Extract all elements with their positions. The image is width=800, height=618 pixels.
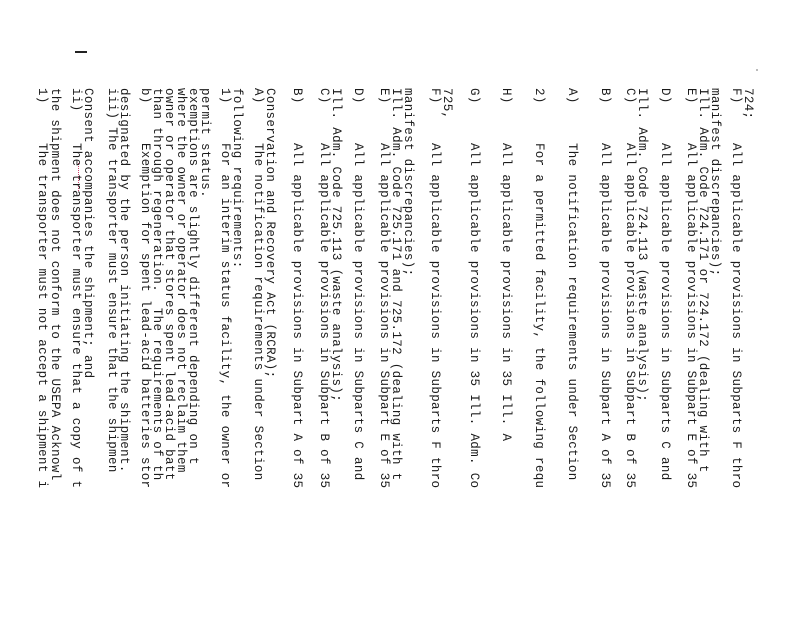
text-line: manifest discrepancies); <box>401 88 416 277</box>
text-line: B) All applicable provisions in Subpart A of 35 <box>597 88 612 489</box>
text-line: 1) The transporter must not accept a shipment i <box>35 88 50 489</box>
text-line: D) All applicable provisions in Subparts C and <box>657 88 672 481</box>
text-line: 1) For an interim status facility, the owner or <box>218 88 233 489</box>
text-line: Conservation and Recovery Act (RCRA); <box>262 88 277 379</box>
text-line: E) All applicable provisions in Subpart E of 35 <box>684 88 699 489</box>
text-line: H) All applicable provisions in 35 Ill. A <box>498 88 513 442</box>
text-line: iii) The transporter must ensure that the shipmen <box>104 88 119 473</box>
text-line: Ill. Adm. Code 725.171 and 725.172 (dealing with t <box>389 88 404 481</box>
text-line: ii) The transporter must ensure that a copy of t <box>68 88 83 489</box>
text-line: designated by the person initiating the shipment. <box>116 88 131 473</box>
text-line: b) Exemption for spent lead-acid batteries stor <box>137 88 152 489</box>
text-line: manifest discrepancies); <box>708 88 723 277</box>
text-line: owner or operator that stores spent lead-acid batt <box>161 88 176 481</box>
text-line: E) All applicable provisions in Subpart E of 35 <box>377 88 392 489</box>
text-line: F) All applicable provisions in Subparts F thro <box>427 88 442 489</box>
text-line: Consent accompanies the shipment; and <box>80 88 95 379</box>
text-line: A) The notification requirements under Section <box>250 88 265 481</box>
text-line: where the owner or operator does not reclaim them <box>173 88 188 473</box>
text-line: exemptions are slightly different depending on t <box>185 88 200 465</box>
text-line: A) The notification requirements under Section <box>565 88 580 481</box>
text-line: C) All applicable provisions in Subpart B of 35 <box>316 88 331 489</box>
text-line: C) All applicable provisions in Subpart B of 35 <box>623 88 638 489</box>
text-line: F) All applicable provisions in Subparts F thro <box>728 88 743 489</box>
text-line: Ill. Adm. Code 724.171 or 724.172 (dealing with t <box>696 88 711 473</box>
text-line: D) All applicable provisions in Subparts C and <box>350 88 365 481</box>
text-line: 725, <box>439 88 454 120</box>
text-line: Ill. Adm. Code 725.113 (waste analysis); <box>328 88 343 403</box>
text-line: permit status. <box>197 88 212 198</box>
text-line: G) All applicable provisions in 35 Ill. Adm. Co <box>467 88 482 489</box>
text-line: B) All applicable provisions in Subpart A of 35 <box>290 88 305 489</box>
text-line: 724; <box>740 88 755 120</box>
text-line: Ill. Adm. Code 724.113 (waste analysis); <box>635 88 650 403</box>
text-line: than through regeneration. The requirements of th <box>149 88 164 481</box>
text-line: 2) For a permitted facility, the following requ <box>531 88 546 489</box>
text-line: following requirements: <box>230 88 245 269</box>
text-line: the shipment does not conform to the USEPA Acknowl <box>48 88 63 481</box>
